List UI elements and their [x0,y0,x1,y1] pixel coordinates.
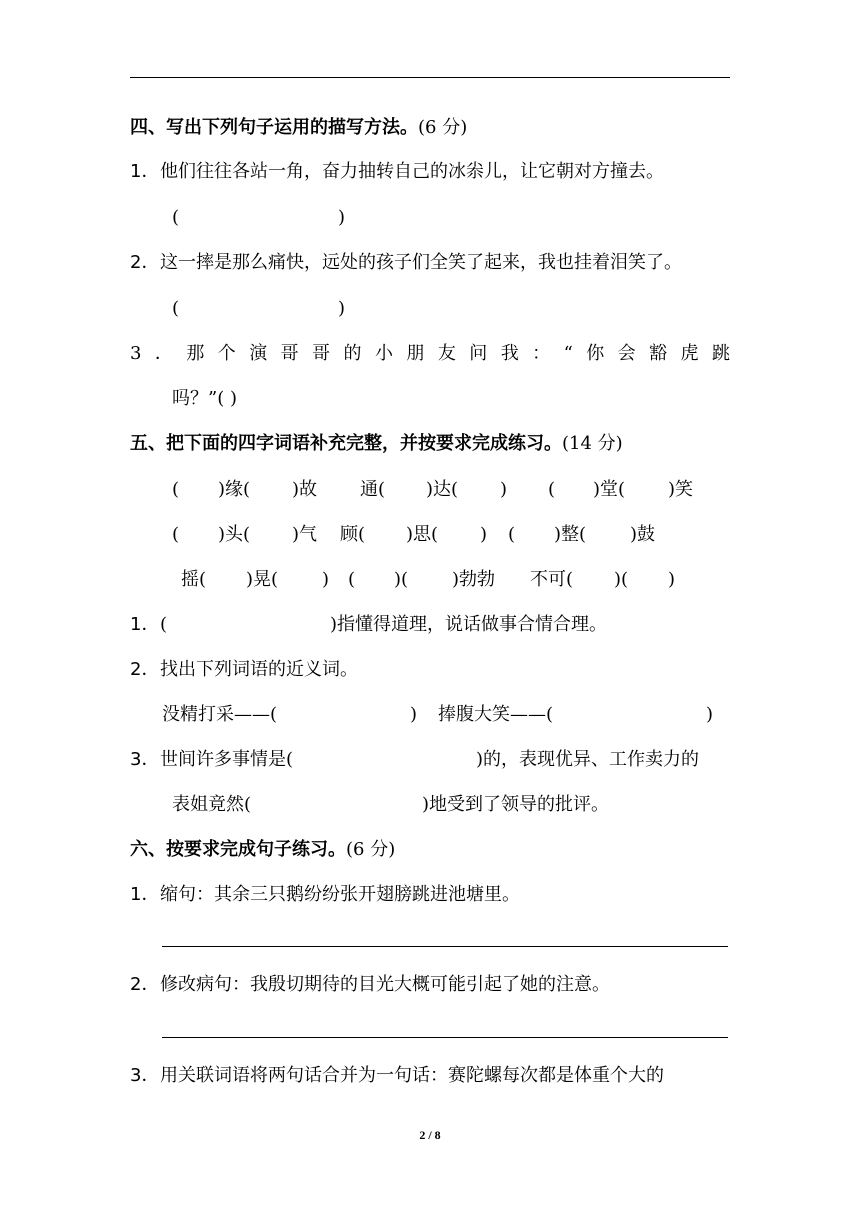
question-4-3-continued: 吗？”( ) [172,388,237,409]
page-number: 2 / 8 [419,1128,441,1142]
question-4-3-char: 小 [374,343,393,364]
question-4-3-char: 的 [343,343,362,364]
question-4-3 [130,342,730,366]
question-4-3-char: 虎 [680,343,699,364]
question-6-3: 3．用关联词语将两句话合并为一句话：赛陀螺每次都是体重个大的 [130,1065,664,1086]
question-4-3-char: 哥 [312,343,331,364]
question-4-3-char: ： [532,343,551,364]
question-4-3-char: 跳 [711,343,730,364]
question-5-2: 2．找出下列词语的近义词。 [130,659,358,680]
section-6-heading: 六、按要求完成句子练习。(6 分) [130,839,396,860]
question-4-3-char: 会 [617,343,636,364]
question-4-3-char: 你 [586,343,605,364]
question-4-3-char: 问 [469,343,488,364]
question-6-1: 1．缩句：其余三只鹅纷纷张开翅膀跳进池塘里。 [130,884,520,905]
section-5-heading: 五、把下面的四字词语补充完整，并按要求完成练习。(14 分) [130,433,623,454]
question-4-3-char: 演 [249,343,268,364]
question-4-3-char: “ [563,343,573,364]
question-6-2: 2．修改病句：我殷切期待的目光大概可能引起了她的注意。 [130,974,610,995]
section-4-heading: 四、写出下列句子运用的描写方法。(6 分) [130,117,468,138]
question-4-1: 1．他们往往各站一角，奋力抽转自己的冰尜儿，让它朝对方撞去。 [130,161,664,182]
question-5-1: 1．( )指懂得道理，说话做事合情合理。 [130,614,608,635]
question-4-3-char: 友 [437,343,456,364]
question-4-3-char: 3 [130,343,142,364]
header-rule [130,77,730,78]
question-4-2: 2．这一摔是那么痛快，远处的孩子们全笑了起来，我也挂着泪笑了。 [130,252,682,273]
answer-line-6-2 [162,1037,728,1038]
question-4-3-char: 我 [500,343,519,364]
question-4-3-char: 朋 [406,343,425,364]
question-4-3-char: 豁 [649,343,668,364]
question-4-3-char: ． [154,343,173,364]
question-4-3-char: 个 [217,343,236,364]
question-4-3-char: 那 [186,343,205,364]
question-4-3-char: 哥 [280,343,299,364]
answer-line-6-1 [162,946,728,947]
question-5-3: 3．世间许多事情是( )的，表现优异、工作卖力的 [130,749,700,770]
